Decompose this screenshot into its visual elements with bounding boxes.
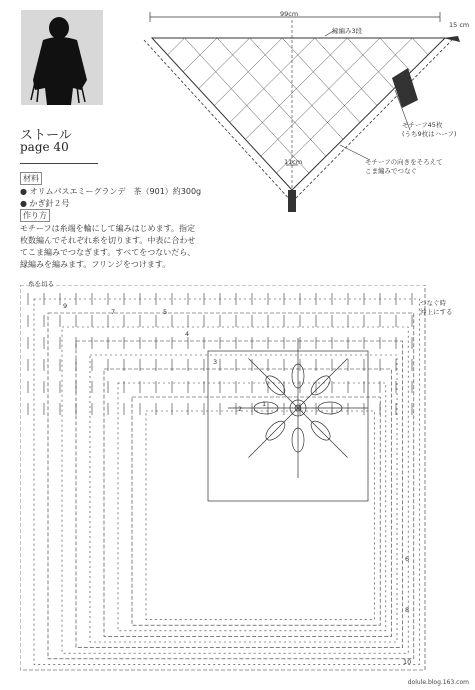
method-line-4: 縁編みを編みます。フリンジをつけます。 — [20, 260, 171, 269]
materials-item-2: ● かぎ針２号 — [20, 199, 70, 208]
row-marker-5: 5 — [163, 308, 168, 316]
row-marker-2: 2 — [238, 405, 243, 413]
row-marker-8: 8 — [405, 606, 410, 614]
watermark: dolule.blog.163.com — [407, 679, 469, 686]
materials-item-1: ● オリムパスエミーグランデ 茶（901）約300g — [20, 187, 202, 196]
cut-yarn-label: 糸を切る — [28, 280, 54, 288]
row-marker-6: 6 — [405, 555, 410, 563]
row-marker-3: 3 — [213, 358, 218, 366]
join-label-1: モチーフの向きをそろえて — [365, 158, 443, 166]
fringe-length-label: 11cm — [284, 158, 303, 166]
page-title: ストール — [20, 128, 72, 143]
model-photo — [21, 10, 103, 105]
motif-half-label: (うち9枚はハーフ) — [402, 130, 457, 138]
materials-heading: 材料 — [20, 172, 42, 185]
join-note-2: 沖上にする — [420, 308, 453, 316]
divider — [20, 163, 98, 164]
edge-label: 縁編み3段 — [332, 27, 363, 35]
page-number: page 40 — [20, 140, 69, 154]
row-marker-7: 7 — [111, 308, 116, 316]
model-silhouette-icon — [21, 10, 103, 105]
crochet-chart — [20, 285, 435, 680]
method-heading: 作り方 — [20, 209, 50, 222]
side-label: 15 cm — [449, 21, 470, 29]
join-label-2: こま編みでつなぐ — [365, 167, 417, 175]
flower-motif-icon — [208, 338, 368, 501]
motif-label: モチーフ45枚 — [402, 121, 443, 129]
row-marker-9: 9 — [63, 302, 68, 310]
method-line-3: てこま編みでつなぎます。すべてをつないだら、 — [20, 248, 196, 257]
row-marker-10: 10 — [403, 658, 412, 666]
width-label: 99cm — [280, 10, 299, 18]
method-line-1: モチーフは糸端を輪にして編みはじめます。指定 — [20, 224, 195, 233]
method-line-2: 枚数編んでそれぞれ糸を切ります。中表に合わせ — [20, 236, 196, 245]
row-marker-4: 4 — [185, 330, 190, 338]
shawl-diagram — [140, 0, 475, 225]
side-fringe-icon — [392, 68, 418, 108]
join-note-1: つなぐ時 — [420, 299, 446, 307]
row-marker-1: 1 — [262, 400, 267, 408]
